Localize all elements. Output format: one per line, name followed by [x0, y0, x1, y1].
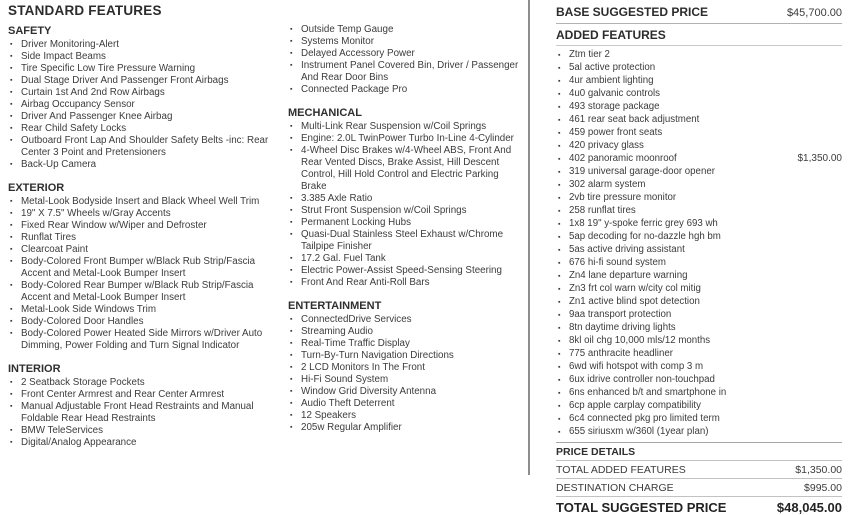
added-feature-item [556, 231, 842, 244]
feature-text: Body-Colored Power Heated Side Mirrors w/Driver Auto Dimming, Power Folding and Turn Signal Indicator [21, 328, 263, 351]
price-details-section [556, 442, 842, 515]
bullet-icon: ▪ [10, 306, 13, 313]
added-feature-label: 402 panoramic moonroof [569, 153, 677, 164]
feature-text: Metal-Look Bodyside Insert and Black Wheel Well Trim [21, 196, 260, 207]
bullet-icon: ▪ [290, 352, 293, 359]
mechanical-section [288, 107, 526, 289]
feature-text: Hi-Fi Sound System [301, 374, 389, 385]
bullet-icon: ▪ [10, 89, 13, 96]
feature-text: 2 Seatback Storage Pockets [21, 377, 145, 388]
bullet-icon: ▪ [10, 125, 13, 132]
bullet-icon: ▪ [290, 135, 293, 142]
interior-section [8, 363, 274, 449]
total-added-features-row [556, 461, 842, 479]
added-feature-item [556, 309, 842, 322]
feature-text: Driver And Passenger Knee Airbag [21, 111, 173, 122]
feature-item [8, 437, 274, 449]
added-feature-label: 2vb tire pressure monitor [569, 192, 677, 203]
added-feature-label: 5ap decoding for no-dazzle hgh bm [569, 231, 721, 242]
feature-item [8, 377, 274, 389]
feature-item [288, 145, 526, 193]
bullet-icon: ▪ [558, 429, 561, 436]
feature-item [8, 63, 274, 75]
feature-item [8, 304, 274, 316]
safety-section [8, 25, 274, 171]
added-feature-label: Ztm tier 2 [569, 49, 610, 60]
bullet-icon: ▪ [558, 286, 561, 293]
total-added-features-label: TOTAL ADDED FEATURES [556, 464, 686, 476]
feature-item [288, 374, 526, 386]
total-suggested-price-value: $48,045.00 [776, 500, 842, 515]
bullet-icon: ▪ [290, 340, 293, 347]
feature-item [288, 60, 526, 84]
added-feature-label: 459 power front seats [569, 127, 663, 138]
added-feature-item [556, 75, 842, 88]
added-features-heading: ADDED FEATURES [556, 24, 842, 46]
bullet-icon: ▪ [290, 147, 293, 154]
standard-features-column-1 [0, 0, 278, 475]
feature-text: Curtain 1st And 2nd Row Airbags [21, 87, 165, 98]
bullet-icon: ▪ [558, 91, 561, 98]
standard-features-column-2 [278, 0, 528, 475]
destination-charge-value: $995.00 [804, 482, 842, 494]
added-feature-label: 655 siriusxm w/360l (1year plan) [569, 426, 709, 437]
exterior-feature-list [8, 196, 274, 352]
bullet-icon: ▪ [558, 416, 561, 423]
bullet-icon: ▪ [10, 137, 13, 144]
bullet-icon: ▪ [558, 325, 561, 332]
added-feature-label: 6ux idrive controller non-touchpad [569, 374, 715, 385]
bullet-icon: ▪ [558, 403, 561, 410]
feature-item [8, 401, 274, 425]
interior-feature-list [8, 377, 274, 449]
feature-item [8, 425, 274, 437]
feature-text: 205w Regular Amplifier [301, 422, 402, 433]
bullet-icon: ▪ [558, 273, 561, 280]
bullet-icon: ▪ [10, 379, 13, 386]
feature-item [8, 244, 274, 256]
added-feature-label: 4u0 galvanic controls [569, 88, 661, 99]
added-feature-item [556, 400, 842, 413]
feature-text: Turn-By-Turn Navigation Directions [301, 350, 454, 361]
added-feature-item [556, 257, 842, 270]
added-feature-item [556, 283, 842, 296]
pricing-panel [530, 0, 850, 515]
bullet-icon: ▪ [10, 77, 13, 84]
feature-text: Engine: 2.0L TwinPower Turbo In-Line 4-Cylinder [301, 133, 514, 144]
added-feature-label: 6ns enhanced b/t and smartphone in [569, 387, 727, 398]
added-feature-item [556, 88, 842, 101]
feature-item [8, 196, 274, 208]
added-feature-item [556, 296, 842, 309]
bullet-icon: ▪ [10, 427, 13, 434]
feature-text: Front And Rear Anti-Roll Bars [301, 277, 430, 288]
added-feature-label: 493 storage package [569, 101, 660, 112]
feature-text: Clearcoat Paint [21, 244, 88, 255]
feature-text: Streaming Audio [301, 326, 373, 337]
bullet-icon: ▪ [290, 207, 293, 214]
added-feature-item [556, 62, 842, 75]
bullet-icon: ▪ [290, 50, 293, 57]
bullet-icon: ▪ [290, 279, 293, 286]
added-feature-label: Zn4 lane departure warning [569, 270, 688, 281]
bullet-icon: ▪ [558, 143, 561, 150]
interior-overflow-section [288, 24, 526, 96]
entertainment-feature-list [288, 314, 526, 434]
feature-text: Manual Adjustable Front Head Restraints and Manual Foldable Rear Head Restraints [21, 401, 254, 424]
bullet-icon: ▪ [10, 210, 13, 217]
feature-item [288, 48, 526, 60]
bullet-icon: ▪ [558, 377, 561, 384]
bullet-icon: ▪ [558, 130, 561, 137]
feature-text: Body-Colored Rear Bumper w/Black Rub Strip/Fascia Accent and Metal-Look Bumper Insert [21, 280, 254, 303]
added-feature-price: $1,350.00 [797, 153, 842, 164]
added-feature-label: 302 alarm system [569, 179, 646, 190]
added-feature-item [556, 426, 842, 439]
bullet-icon: ▪ [10, 403, 13, 410]
feature-item [8, 220, 274, 232]
feature-item [8, 123, 274, 135]
exterior-heading: EXTERIOR [8, 182, 65, 194]
feature-text: Audio Theft Deterrent [301, 398, 395, 409]
added-feature-item [556, 413, 842, 426]
feature-item [288, 84, 526, 96]
feature-text: Quasi-Dual Stainless Steel Exhaust w/Chrome Tailpipe Finisher [301, 229, 504, 252]
feature-text: Strut Front Suspension w/Coil Springs [301, 205, 467, 216]
feature-item [8, 316, 274, 328]
safety-heading: SAFETY [8, 25, 52, 37]
bullet-icon: ▪ [10, 282, 13, 289]
feature-text: Tire Specific Low Tire Pressure Warning [21, 63, 196, 74]
feature-text: Side Impact Beams [21, 51, 106, 62]
bullet-icon: ▪ [558, 260, 561, 267]
feature-item [288, 229, 526, 253]
feature-text: 12 Speakers [301, 410, 357, 421]
feature-item [288, 422, 526, 434]
bullet-icon: ▪ [290, 26, 293, 33]
feature-text: Outside Temp Gauge [301, 24, 394, 35]
feature-text: Rear Child Safety Locks [21, 123, 127, 134]
bullet-icon: ▪ [558, 364, 561, 371]
added-feature-item [556, 140, 842, 153]
added-feature-label: 1x8 19" y-spoke ferric grey 693 wh [569, 218, 718, 229]
feature-item [288, 410, 526, 422]
bullet-icon: ▪ [10, 65, 13, 72]
interior-heading: INTERIOR [8, 363, 61, 375]
feature-text: Airbag Occupancy Sensor [21, 99, 135, 110]
bullet-icon: ▪ [558, 65, 561, 72]
feature-text: 17.2 Gal. Fuel Tank [301, 253, 386, 264]
added-feature-item [556, 205, 842, 218]
feature-item [8, 87, 274, 99]
bullet-icon: ▪ [558, 390, 561, 397]
added-feature-label: 5al active protection [569, 62, 656, 73]
bullet-icon: ▪ [558, 351, 561, 358]
added-feature-item [556, 387, 842, 400]
added-feature-label: 8tn daytime driving lights [569, 322, 676, 333]
bullet-icon: ▪ [558, 78, 561, 85]
bullet-icon: ▪ [290, 231, 293, 238]
added-feature-item [556, 322, 842, 335]
added-feature-item [556, 101, 842, 114]
total-suggested-price-label: TOTAL SUGGESTED PRICE [556, 500, 727, 515]
feature-item [288, 253, 526, 265]
added-feature-label: 6wd wifi hotspot with comp 3 m [569, 361, 704, 372]
added-feature-label: 8kl oil chg 10,000 mls/12 months [569, 335, 711, 346]
bullet-icon: ▪ [290, 38, 293, 45]
feature-item [288, 36, 526, 48]
feature-text: Dual Stage Driver And Passenger Front Airbags [21, 75, 229, 86]
bullet-icon: ▪ [290, 255, 293, 262]
added-feature-label: 319 universal garage-door opener [569, 166, 715, 177]
feature-item [8, 256, 274, 280]
bullet-icon: ▪ [290, 123, 293, 130]
feature-item [288, 121, 526, 133]
bullet-icon: ▪ [290, 267, 293, 274]
added-feature-item [556, 361, 842, 374]
feature-item [8, 280, 274, 304]
feature-item [8, 159, 274, 171]
base-suggested-price-value: $45,700.00 [786, 7, 842, 19]
added-feature-label: 6cp apple carplay compatibility [569, 400, 701, 411]
added-feature-label: 4ur ambient lighting [569, 75, 654, 86]
feature-text: Back-Up Camera [21, 159, 97, 170]
feature-text: Digital/Analog Appearance [21, 437, 137, 448]
feature-text: Multi-Link Rear Suspension w/Coil Springs [301, 121, 487, 132]
overflow-feature-list [288, 24, 526, 96]
feature-text: 19" X 7.5" Wheels w/Gray Accents [21, 208, 171, 219]
feature-item [288, 277, 526, 289]
bullet-icon: ▪ [290, 400, 293, 407]
bullet-icon: ▪ [558, 156, 561, 163]
bullet-icon: ▪ [290, 316, 293, 323]
added-feature-item [556, 218, 842, 231]
feature-item [8, 328, 274, 352]
added-feature-item [556, 335, 842, 348]
feature-text: Driver Monitoring-Alert [21, 39, 119, 50]
feature-item [288, 326, 526, 338]
added-feature-item [556, 348, 842, 361]
bullet-icon: ▪ [10, 391, 13, 398]
added-feature-label: 5as active driving assistant [569, 244, 685, 255]
feature-item [288, 386, 526, 398]
bullet-icon: ▪ [290, 364, 293, 371]
feature-item [288, 314, 526, 326]
added-feature-item [556, 127, 842, 140]
entertainment-heading: ENTERTAINMENT [288, 300, 382, 312]
added-feature-item [556, 244, 842, 257]
bullet-icon: ▪ [290, 62, 293, 69]
feature-item [8, 135, 274, 159]
feature-text: Fixed Rear Window w/Wiper and Defroster [21, 220, 207, 231]
entertainment-section [288, 300, 526, 434]
feature-item [8, 51, 274, 63]
feature-text: Instrument Panel Covered Bin, Driver / Passenger And Rear Door Bins [301, 60, 519, 83]
bullet-icon: ▪ [10, 258, 13, 265]
bullet-icon: ▪ [10, 53, 13, 60]
feature-text: ConnectedDrive Services [301, 314, 412, 325]
feature-text: Real-Time Traffic Display [301, 338, 410, 349]
bullet-icon: ▪ [10, 330, 13, 337]
feature-text: Metal-Look Side Windows Trim [21, 304, 157, 315]
feature-item [8, 111, 274, 123]
price-details-heading: PRICE DETAILS [556, 443, 842, 461]
added-feature-label: 676 hi-fi sound system [569, 257, 666, 268]
bullet-icon: ▪ [10, 41, 13, 48]
feature-item [8, 39, 274, 51]
feature-item [288, 362, 526, 374]
feature-item [288, 133, 526, 145]
feature-text: 2 LCD Monitors In The Front [301, 362, 425, 373]
feature-text: Connected Package Pro [301, 84, 408, 95]
added-feature-label: 9aa transport protection [569, 309, 672, 320]
bullet-icon: ▪ [10, 101, 13, 108]
feature-text: Body-Colored Front Bumper w/Black Rub Strip/Fascia Accent and Metal-Look Bumper Insert [21, 256, 256, 279]
bullet-icon: ▪ [290, 424, 293, 431]
feature-item [288, 193, 526, 205]
bullet-icon: ▪ [558, 169, 561, 176]
added-feature-item [556, 179, 842, 192]
bullet-icon: ▪ [10, 161, 13, 168]
total-added-features-value: $1,350.00 [795, 464, 842, 476]
feature-item [288, 24, 526, 36]
bullet-icon: ▪ [290, 86, 293, 93]
feature-item [288, 217, 526, 229]
mechanical-heading: MECHANICAL [288, 107, 362, 119]
bullet-icon: ▪ [558, 52, 561, 59]
added-feature-label: 6c4 connected pkg pro limited term [569, 413, 720, 424]
feature-item [8, 99, 274, 111]
feature-text: Electric Power-Assist Speed-Sensing Steering [301, 265, 502, 276]
added-feature-label: 775 anthracite headliner [569, 348, 673, 359]
bullet-icon: ▪ [10, 234, 13, 241]
destination-charge-label: DESTINATION CHARGE [556, 482, 674, 494]
feature-text: Front Center Armrest and Rear Center Armrest [21, 389, 225, 400]
feature-item [288, 265, 526, 277]
destination-charge-row [556, 479, 842, 497]
bullet-icon: ▪ [558, 221, 561, 228]
total-suggested-price-row [556, 497, 842, 515]
bullet-icon: ▪ [290, 195, 293, 202]
standard-features-title: STANDARD FEATURES [8, 3, 162, 18]
bullet-icon: ▪ [558, 338, 561, 345]
feature-text: 4-Wheel Disc Brakes w/4-Wheel ABS, Front And Rear Vented Discs, Brake Assist, Hill Descent Control, Hill Hold Control and Electric Parking Brake [301, 145, 512, 192]
feature-text: Body-Colored Door Handles [21, 316, 144, 327]
bullet-icon: ▪ [290, 219, 293, 226]
feature-text: Systems Monitor [301, 36, 374, 47]
bullet-icon: ▪ [558, 182, 561, 189]
added-feature-label: 420 privacy glass [569, 140, 644, 151]
added-feature-item [556, 192, 842, 205]
feature-text: Window Grid Diversity Antenna [301, 386, 437, 397]
feature-item [288, 338, 526, 350]
bullet-icon: ▪ [10, 222, 13, 229]
mechanical-feature-list [288, 121, 526, 289]
bullet-icon: ▪ [558, 117, 561, 124]
added-features-list [556, 49, 842, 439]
bullet-icon: ▪ [558, 247, 561, 254]
feature-item [8, 389, 274, 401]
bullet-icon: ▪ [290, 388, 293, 395]
added-feature-item [556, 374, 842, 387]
bullet-icon: ▪ [10, 439, 13, 446]
added-feature-label: Zn1 active blind spot detection [569, 296, 700, 307]
added-feature-item [556, 166, 842, 179]
bullet-icon: ▪ [10, 318, 13, 325]
feature-text: Runflat Tires [21, 232, 76, 243]
bullet-icon: ▪ [558, 234, 561, 241]
feature-text: Permanent Locking Hubs [301, 217, 412, 228]
added-feature-label: Zn3 frt col warn w/city col mitig [569, 283, 701, 294]
feature-text: Outboard Front Lap And Shoulder Safety Belts -inc: Rear Center 3 Point and Pretensioners [21, 135, 269, 158]
bullet-icon: ▪ [558, 195, 561, 202]
feature-text: Delayed Accessory Power [301, 48, 415, 59]
bullet-icon: ▪ [558, 104, 561, 111]
added-feature-item [556, 153, 842, 166]
bullet-icon: ▪ [558, 208, 561, 215]
bullet-icon: ▪ [10, 246, 13, 253]
bullet-icon: ▪ [10, 198, 13, 205]
feature-item [288, 350, 526, 362]
exterior-section [8, 182, 274, 352]
bullet-icon: ▪ [290, 412, 293, 419]
feature-item [8, 232, 274, 244]
bullet-icon: ▪ [558, 312, 561, 319]
bullet-icon: ▪ [290, 328, 293, 335]
feature-item [8, 75, 274, 87]
bullet-icon: ▪ [290, 376, 293, 383]
base-suggested-price-row [556, 2, 842, 24]
feature-item [8, 208, 274, 220]
feature-item [288, 205, 526, 217]
added-feature-label: 461 rear seat back adjustment [569, 114, 700, 125]
safety-feature-list [8, 39, 274, 171]
added-feature-item [556, 114, 842, 127]
bullet-icon: ▪ [558, 299, 561, 306]
base-suggested-price-label: BASE SUGGESTED PRICE [556, 5, 709, 19]
added-feature-label: 258 runflat tires [569, 205, 636, 216]
feature-text: BMW TeleServices [21, 425, 104, 436]
feature-text: 3.385 Axle Ratio [301, 193, 373, 204]
feature-item [288, 398, 526, 410]
added-feature-item [556, 49, 842, 62]
added-feature-item [556, 270, 842, 283]
bullet-icon: ▪ [10, 113, 13, 120]
